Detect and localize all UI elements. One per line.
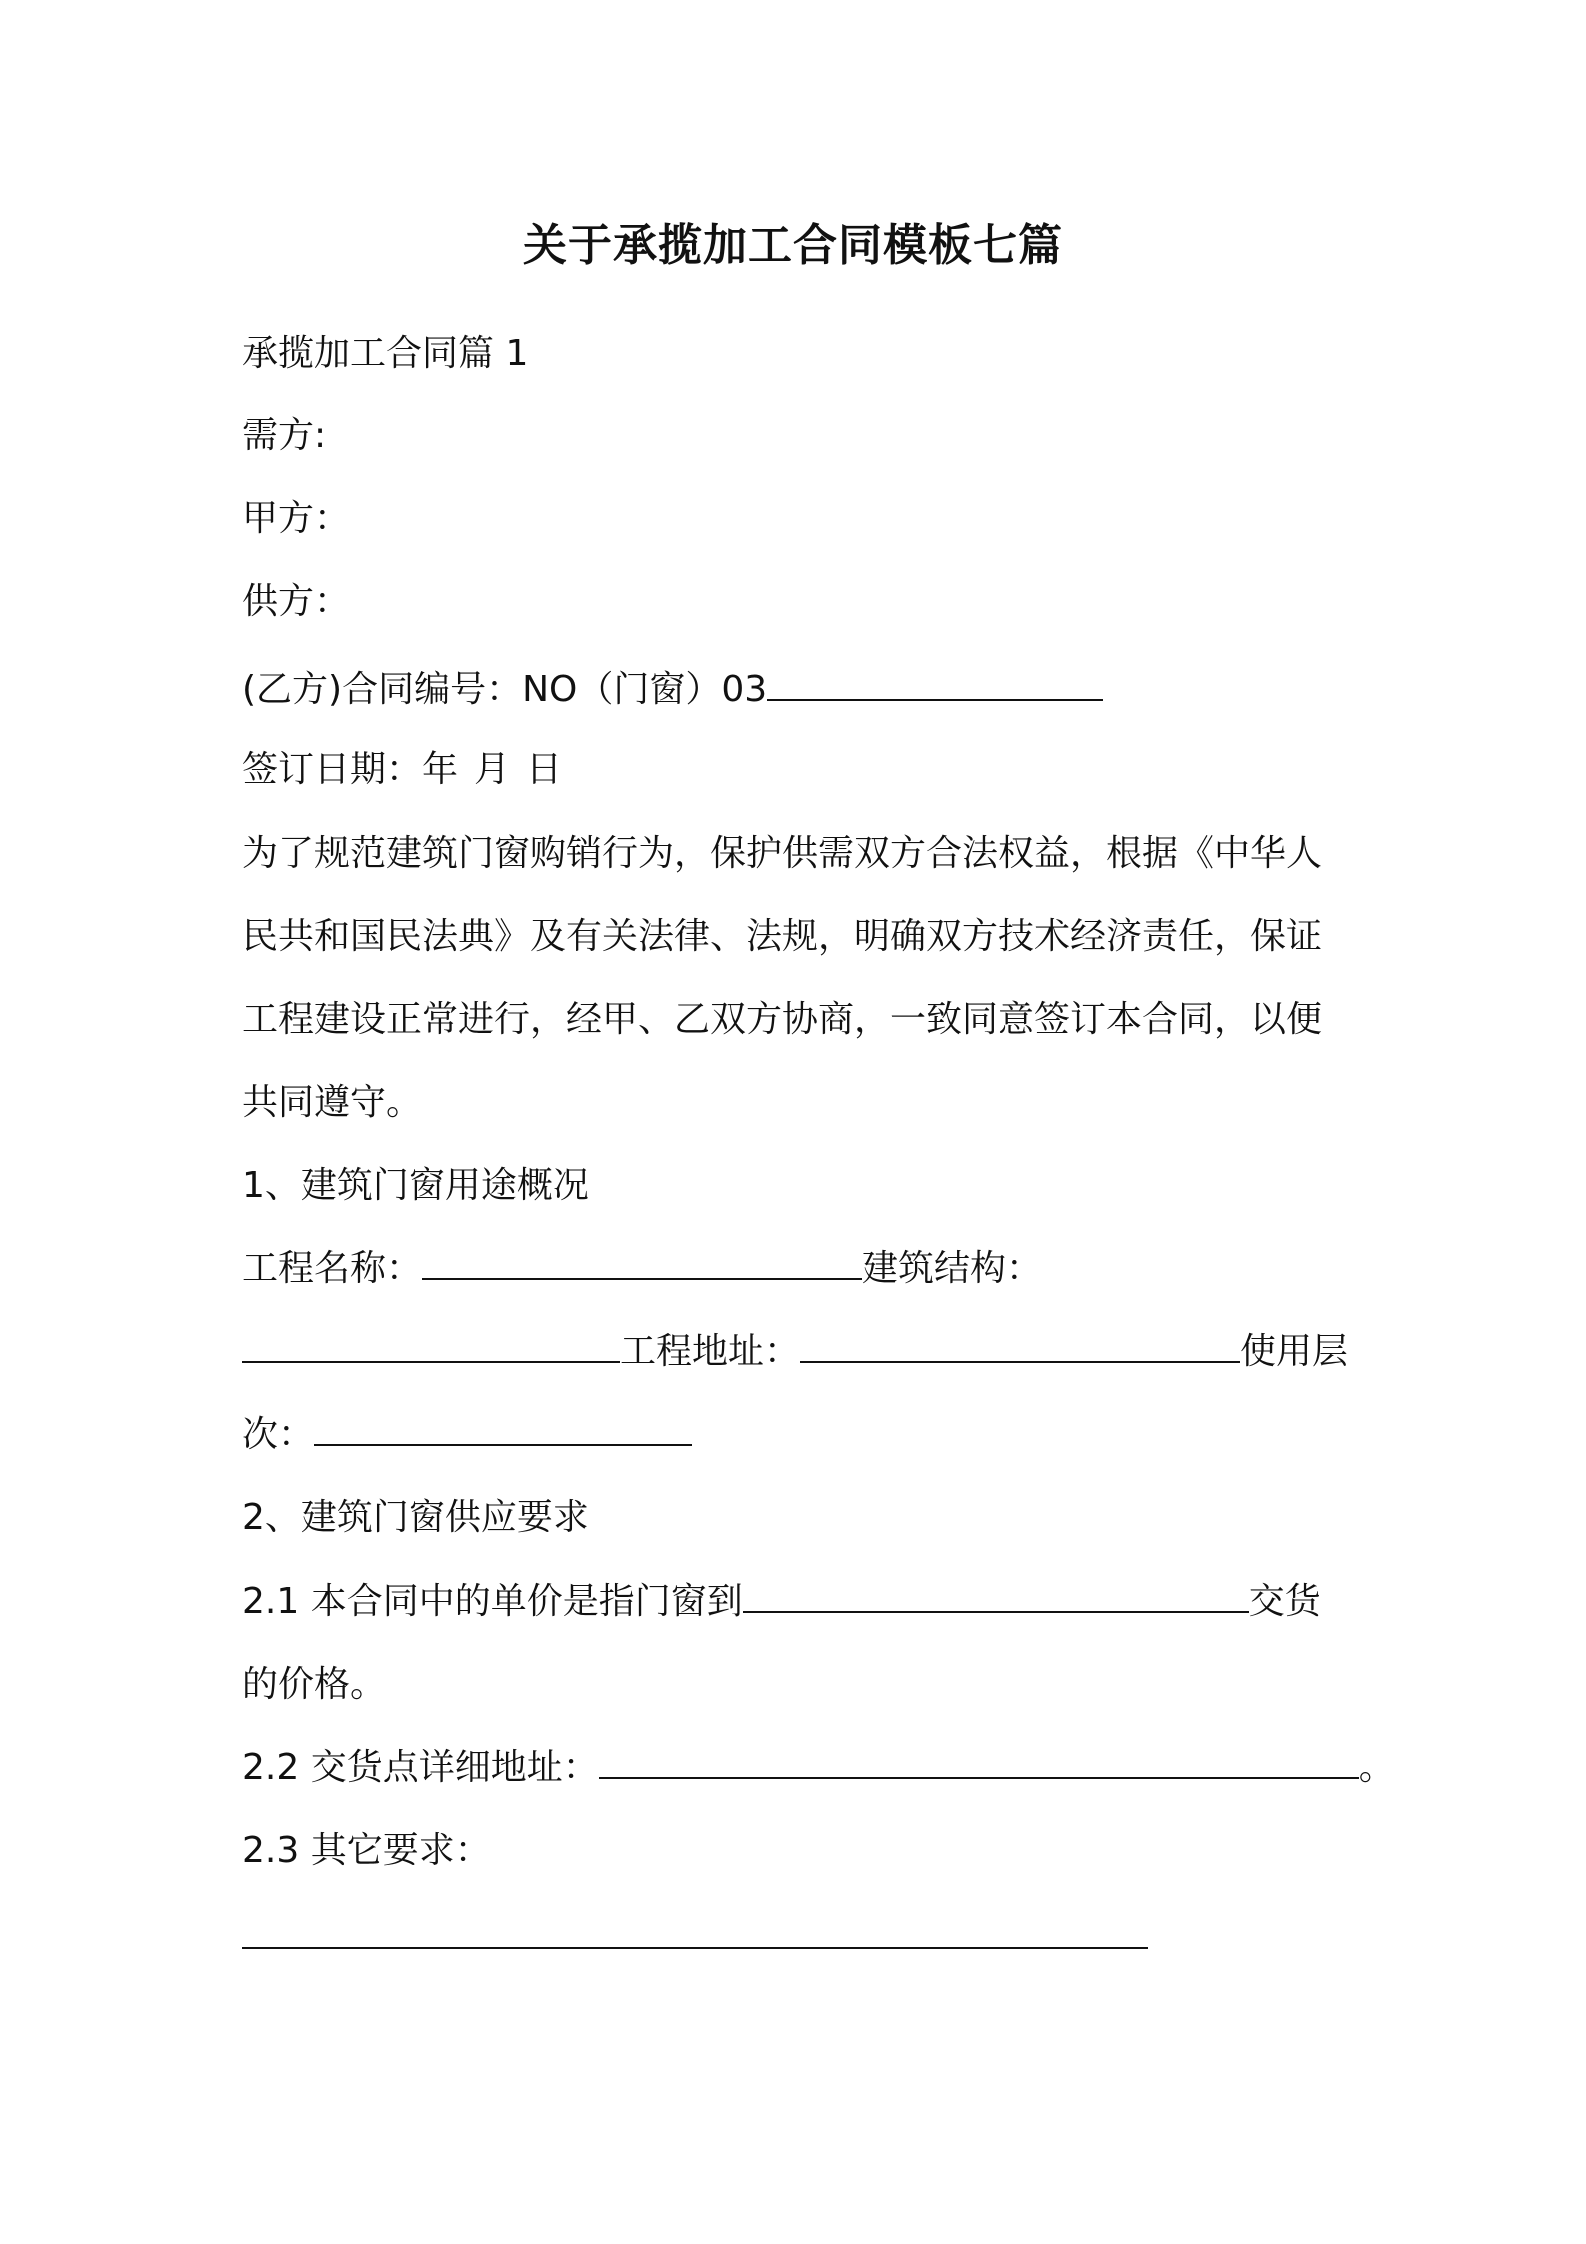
- usage-level-blank: [314, 1414, 692, 1446]
- sign-date-month: 月: [474, 749, 511, 790]
- clause-2-2-line: [242, 1744, 1395, 1792]
- other-requirements-blank: [242, 1917, 1148, 1949]
- project-address-label: 工程地址：: [620, 1331, 801, 1372]
- demand-party-label: 需方:: [242, 415, 327, 456]
- clause-2-1-line: [242, 1578, 1321, 1626]
- sign-date-year: 年: [422, 749, 459, 790]
- project-name-line: [242, 1245, 1042, 1293]
- usage-level-label-start: 使用层: [1240, 1331, 1349, 1372]
- intro-line-3: 工程建设正常进行，经甲、乙双方协商，一致同意签订本合同，以便: [242, 999, 1323, 1040]
- clause-2-1-end: 的价格。: [242, 1664, 387, 1705]
- clause-2-3-label: 2.3 其它要求：: [242, 1830, 491, 1871]
- sign-date-line: [242, 746, 562, 794]
- clause-2-1-delivery: 交货: [1248, 1581, 1321, 1622]
- section2-heading: 2、建筑门窗供应要求: [242, 1497, 589, 1538]
- intro-line-4: 共同遵守。: [242, 1082, 423, 1123]
- supply-party-label: 供方：: [242, 581, 351, 622]
- project-address-line: [242, 1328, 1348, 1376]
- project-name-label: 工程名称：: [242, 1248, 423, 1289]
- contract-number-blank: [767, 669, 1103, 701]
- building-structure-blank: [242, 1331, 620, 1363]
- delivery-point-blank: [743, 1581, 1249, 1613]
- contract-number-line: [242, 666, 1103, 714]
- sign-date-label: 签订日期：: [242, 749, 423, 790]
- sign-date-day: 日: [526, 749, 563, 790]
- section1-heading: 1、建筑门窗用途概况: [242, 1165, 589, 1206]
- section-heading: 承揽加工合同篇 1: [242, 333, 529, 374]
- clause-2-2-period: 。: [1358, 1747, 1395, 1788]
- clause-2-1-text: 2.1 本合同中的单价是指门窗到: [242, 1581, 743, 1622]
- document-title: 关于承揽加工合同模板七篇: [523, 220, 1063, 271]
- party-a-label: 甲方：: [242, 498, 351, 539]
- contract-number-label: (乙方)合同编号：NO（门窗）03: [242, 669, 768, 710]
- project-name-blank: [422, 1248, 862, 1280]
- building-structure-label: 建筑结构：: [862, 1248, 1043, 1289]
- delivery-address-blank: [599, 1747, 1359, 1779]
- other-requirements-line: [242, 1914, 1148, 1962]
- usage-level-line: [242, 1411, 692, 1459]
- clause-2-2-label: 2.2 交货点详细地址：: [242, 1747, 599, 1788]
- usage-level-label-end: 次：: [242, 1414, 315, 1455]
- project-address-blank: [800, 1331, 1240, 1363]
- intro-line-1: 为了规范建筑门窗购销行为，保护供需双方合法权益，根据《中华人: [242, 833, 1323, 874]
- intro-line-2: 民共和国民法典》及有关法律、法规，明确双方技术经济责任，保证: [242, 916, 1323, 957]
